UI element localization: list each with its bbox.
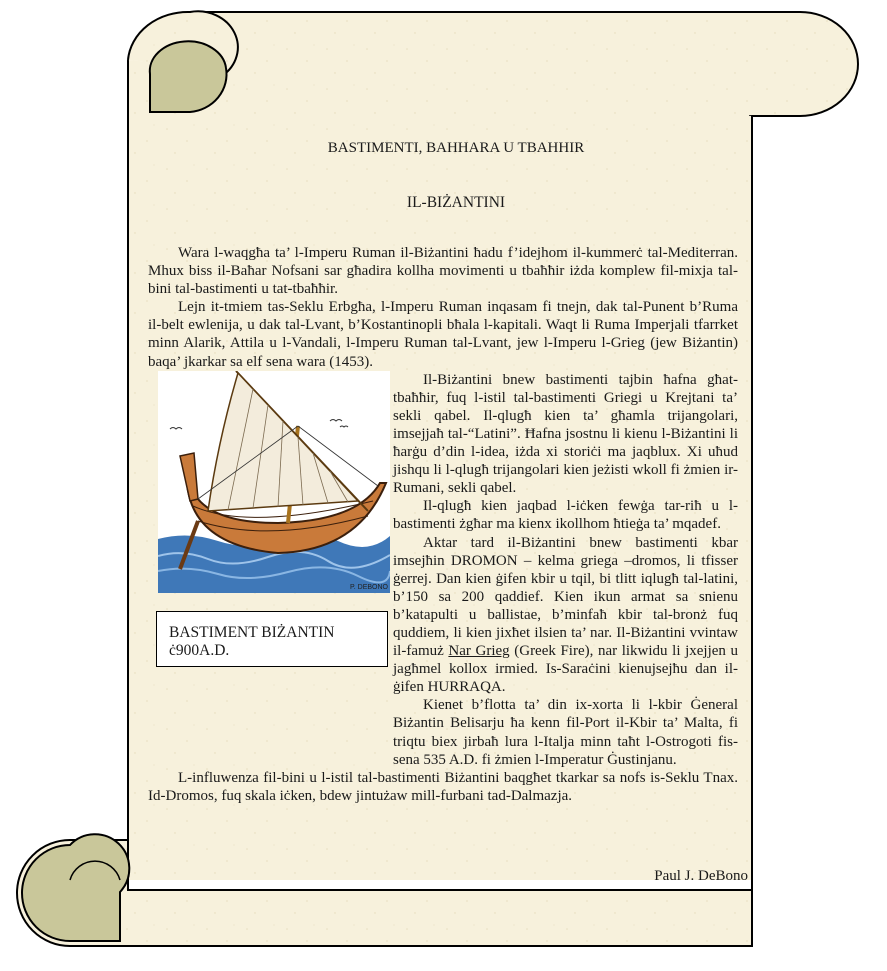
paragraph: Kienet b’flotta ta’ din ix-xorta li l-kbir Ġeneral Biżantin Belisarju ħa kenn fil-Port il-Kbir ta’ Malta, fi triqtu biex jirbaħ lura l-Italja minn taħt l-Ostrogoti fis-sena 535 A.D. fi żmien l-Imperatur Ġustinjanu.: [393, 697, 738, 768]
paragraph: L-influwenza fil-bini u l-istil tal-bastimenti Biżantini baqgħet tkarkar sa nofs is-Seklu Tnax. Id-Dromos, fuq skala iċken, bdew jintużaw mill-furbani tad-Dalmazja.: [148, 769, 738, 804]
ship-figure: [148, 371, 388, 754]
article-body: [148, 244, 738, 805]
caption-line: ċ900A.D.: [169, 641, 230, 659]
paragraph-text: (Greek Fire), nar likwidu li jxejjen u jagħmel kollox irmied. Is-Saraċini kienujsejħu dan il-ġifen HURRAQA.: [393, 643, 738, 696]
paragraph: Il-Biżantini bnew bastimenti tajbin ħafna għat-tbaħħir, fuq l-istil tal-bastimenti Griegi u Krejtani ta’ sekli qabel. Il-qlugħ kien ta’ għamla trijangolari, imsejjaħ tal-“Latini”. Ħafna jsostnu li kienu l-Biżantini li ħarġu d’din l-idea, iżda xi storiċi ma jaqblux. Xi uħud jishqu li l-qlugħ trijangolari kien jeżisti wkoll fi żmien ir-Rumani, sekli qabel.: [393, 371, 738, 497]
nar-grieg-link[interactable]: Nar Grieg: [448, 643, 510, 660]
paragraph: Wara l-waqgħa ta’ l-Imperu Ruman il-Biżantini ħadu f’idejhom il-kummerċ tal-Mediterran. Mhux biss il-Baħar Nofsani sar għadira kollha movimenti u tbaħħir iżda komplew fil-mixja tal-bini tal-bastimenti u tat-tbaħħir.: [148, 245, 738, 298]
paragraph: Il-qlugħ kien jaqbad l-iċken fewġa tar-riħ u l-bastimenti żgħar ma kienx ikollhom ħtieġa ta’ mqadef.: [393, 498, 738, 533]
paragraph: Lejn it-tmiem tas-Seklu Erbgħa, l-Imperu Ruman inqasam fi tnejn, dak tal-Punent b’Ruma il-belt ewlenija, u dak tal-Lvant, b’Kostantinopli bħala l-kapitali. Waqt li Ruma Imperjali tfarrket minn Alarik, Attila u l-Vandali, l-Imperu Ruman tal-Lvant, jew l-Imperu l-Grieg (jew Biżantin) baqa’ jkarkar sa elf sena wara (1453).: [148, 299, 738, 370]
illustration-signature: P. DEBONO: [350, 583, 388, 591]
caption-box: [156, 611, 388, 667]
top-curl: [150, 41, 227, 112]
author-signature: Paul J. DeBono: [654, 868, 748, 884]
page-title: BASTIMENTI, BAHHARA U TBAHHIR: [327, 140, 585, 156]
paragraph-text: Aktar tard il-Biżantini bnew bastimenti kbar imsejħin DROMON – kelma griega –dromos, li tfisser ġerrej. Dan kien ġifen kbir u tqil, bi tlitt iqlugħ tal-latini, b’150 sa 200 qaddief. Kien ikun armat sa snienu b’katapulti u ballistae, b’minfaħ kbir tal-bronż fuq quddiem, li kien jixħet ilsien ta’ nar. Il-Biżantini vvintaw il-famuż: [393, 534, 738, 660]
caption-line: BASTIMENT BIŻANTIN: [169, 623, 335, 641]
page-subtitle: IL-BIŻANTINI: [406, 194, 506, 211]
byzantine-ship-illustration: [158, 371, 390, 593]
